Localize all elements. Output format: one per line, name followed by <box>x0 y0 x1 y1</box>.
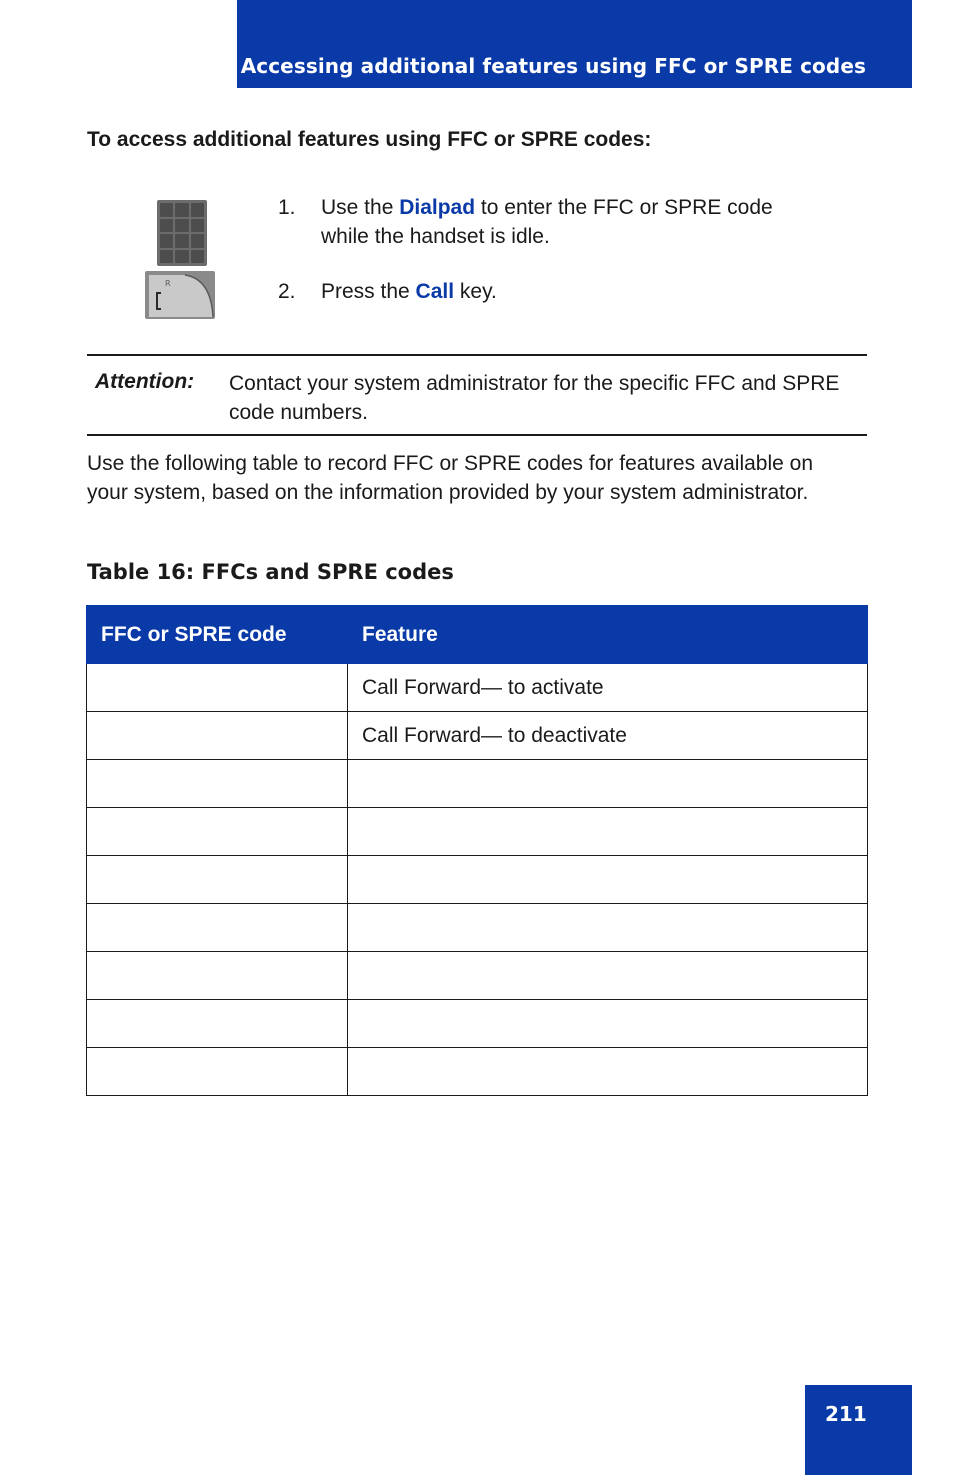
feature-cell <box>348 760 868 808</box>
feature-cell <box>348 1000 868 1048</box>
procedure-steps <box>278 193 868 332</box>
page-number: 211 <box>825 1402 867 1426</box>
code-cell <box>87 952 348 1000</box>
feature-cell <box>348 1048 868 1096</box>
code-cell <box>87 760 348 808</box>
step-number: 1. <box>278 196 296 219</box>
step-text-before: Press the <box>321 280 416 303</box>
call-key-icon <box>145 271 215 319</box>
table-row <box>87 1000 868 1048</box>
table-row <box>87 808 868 856</box>
feature-cell: Call Forward— to activate <box>348 664 868 712</box>
step-text-continued: while the handset is idle. <box>321 225 550 248</box>
step-text-before: Use the <box>321 196 400 219</box>
table-row <box>87 760 868 808</box>
code-cell <box>87 856 348 904</box>
column-header-feature: Feature <box>348 606 868 664</box>
step-2 <box>278 277 868 306</box>
step-1 <box>278 193 868 251</box>
dialpad-keyword: Dialpad <box>399 196 476 219</box>
table-caption: Table 16: FFCs and SPRE codes <box>87 560 454 584</box>
table-row <box>87 712 868 760</box>
code-cell <box>87 808 348 856</box>
code-cell <box>87 904 348 952</box>
table-row <box>87 1048 868 1096</box>
code-cell <box>87 1000 348 1048</box>
feature-cell: Call Forward— to deactivate <box>348 712 868 760</box>
page-number-box <box>805 1385 912 1475</box>
table-row <box>87 904 868 952</box>
ffc-spre-table <box>86 605 868 1096</box>
procedure-heading: To access additional features using FFC or SPRE codes: <box>87 128 652 151</box>
table-row <box>87 952 868 1000</box>
dialpad-keys <box>160 203 204 263</box>
svg-text:R: R <box>165 279 171 288</box>
intro-paragraph: Use the following table to record FFC or SPRE codes for features available on your system, based on the information provided by your system administrator. <box>87 452 814 504</box>
step-text <box>321 193 868 251</box>
table-row <box>87 664 868 712</box>
feature-cell <box>348 856 868 904</box>
code-cell <box>87 712 348 760</box>
attention-text: Contact your system administrator for the specific FFC and SPRE code numbers. <box>229 372 840 424</box>
feature-cell <box>348 808 868 856</box>
step-text <box>321 277 868 306</box>
attention-box <box>87 354 867 436</box>
code-cell <box>87 1048 348 1096</box>
step-text-after: key. <box>454 280 497 303</box>
dialpad-icon <box>157 200 207 266</box>
column-header-code: FFC or SPRE code <box>87 606 348 664</box>
header-band <box>237 0 912 88</box>
step-text-after: to enter the FFC or SPRE code <box>475 196 773 219</box>
attention-label: Attention: <box>95 370 195 393</box>
step-number: 2. <box>278 280 296 303</box>
table-row <box>87 856 868 904</box>
call-keyword: Call <box>415 280 455 303</box>
feature-cell <box>348 952 868 1000</box>
feature-cell <box>348 904 868 952</box>
table-header-row <box>87 606 868 664</box>
running-header-title: Accessing additional features using FFC or SPRE codes <box>240 54 866 78</box>
code-cell <box>87 664 348 712</box>
